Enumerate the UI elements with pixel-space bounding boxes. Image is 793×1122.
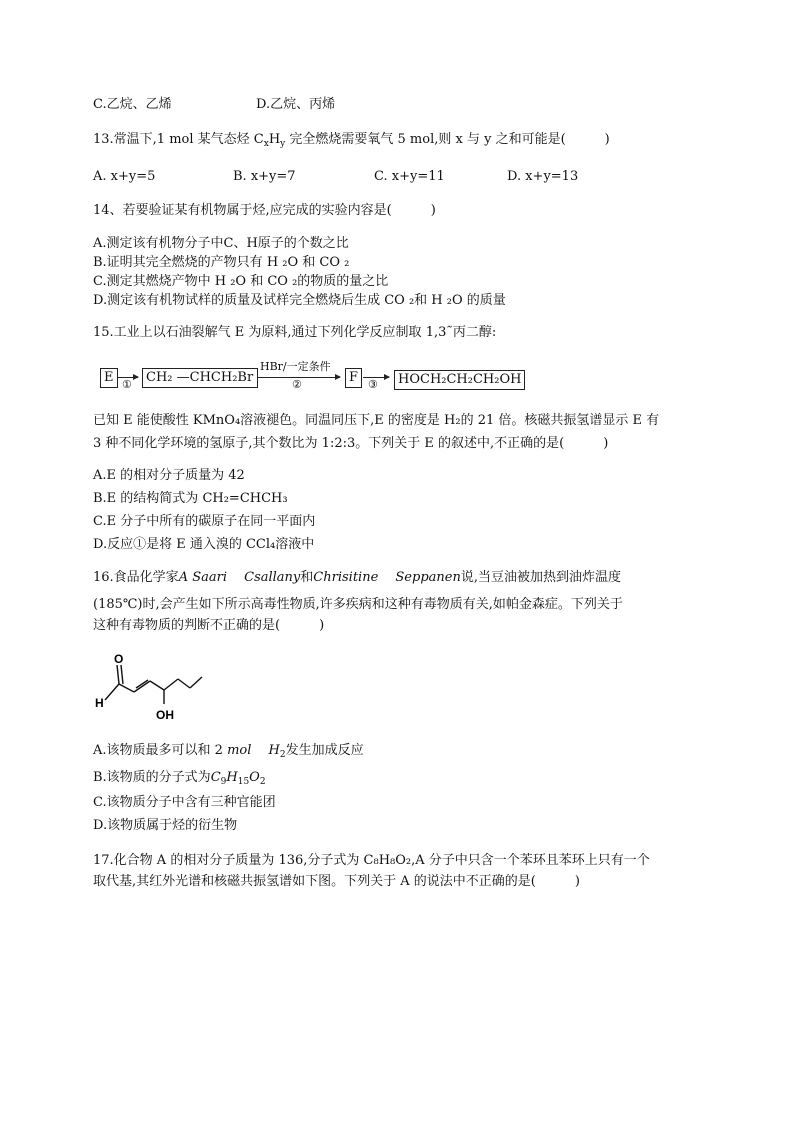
step-3-label: ③ bbox=[368, 378, 378, 391]
q15-info-1: 已知 E 能使酸性 KMnO₄溶液褪色。同温同压下,E 的密度是 H₂的 21 倍。核磁共振氢谱显示 E 有 bbox=[93, 413, 660, 428]
compound-f-box: F bbox=[345, 368, 362, 388]
step-1-label: ① bbox=[122, 378, 132, 391]
q13-stem: 13.常温下,1 mol 某气态烃 $C_xH_y$ 完全燃烧需要氧气 5 mol,则 x 与 y 之和可能是( ) bbox=[93, 132, 610, 149]
intermediate-box: CH₂ —CHCH₂Br bbox=[142, 368, 258, 388]
q16-stem-3: 这种有毒物质的判断不正确的是( ) bbox=[93, 618, 325, 633]
q15-stem: 15.工业上以石油裂解气 E 为原料,通过下列化学反应制取 1,3˜丙二醇: bbox=[93, 325, 497, 340]
q13-option-d: D. x+y=13 bbox=[507, 169, 579, 184]
step-2-label: ② bbox=[292, 378, 302, 391]
q16-option-c: C.该物质分子中含有三种官能团 bbox=[93, 795, 276, 810]
reaction-scheme bbox=[100, 360, 540, 390]
q13-option-a: A. x+y=5 bbox=[93, 169, 156, 184]
molecule-structure bbox=[92, 648, 222, 728]
q12-option-c: C.乙烷、乙烯 bbox=[93, 97, 172, 112]
oxygen-label: O bbox=[114, 652, 124, 666]
hydrogen-label: H bbox=[95, 696, 104, 710]
q14-option-b: B.证明其完全燃烧的产物只有 H ₂O 和 CO ₂ bbox=[93, 255, 350, 270]
q15-option-d: D.反应①是将 E 通入溴的 CCl₄溶液中 bbox=[93, 537, 315, 552]
product-box: HOCH₂CH₂CH₂OH bbox=[394, 370, 525, 390]
q13-option-c: C. x+y=11 bbox=[374, 169, 445, 184]
q15-option-b: B.E 的结构简式为 CH₂=CHCH₃ bbox=[93, 491, 288, 506]
q12-option-d: D.乙烷、丙烯 bbox=[256, 97, 336, 112]
q16-option-b: B.该物质的分子式为$C_9H_{15}O_2$ bbox=[93, 770, 266, 787]
q15-option-a: A.E 的相对分子质量为 42 bbox=[93, 468, 245, 483]
q13-option-b: B. x+y=7 bbox=[233, 169, 296, 184]
q14-option-d: D.测定该有机物试样的质量及试样完全燃烧后生成 CO ₂和 H ₂O 的质量 bbox=[93, 293, 506, 308]
hydroxyl-label: OH bbox=[156, 708, 174, 722]
q15-info-2: 3 种不同化学环境的氢原子,其个数比为 1:2:3。下列关于 E 的叙述中,不正确的是( ) bbox=[93, 436, 609, 451]
q14-option-a: A.测定该有机物分子中C、H原子的个数之比 bbox=[93, 236, 349, 251]
q16-stem-1: 16.食品化学家A Saari Csallany和Chrisitine Seppanen说,当豆油被加热到油炸温度 bbox=[93, 570, 621, 585]
q17-stem-2: 取代基,其红外光谱和核磁共振氢谱如下图。下列关于 A 的说法中不正确的是( ) bbox=[93, 874, 580, 889]
q17-stem-1: 17.化合物 A 的相对分子质量为 136,分子式为 C₈H₈O₂,A 分子中只含一个苯环且苯环上只有一个 bbox=[93, 853, 650, 868]
compound-e-box: E bbox=[100, 368, 118, 388]
q14-stem: 14、若要验证某有机物属于烃,应完成的实验内容是( ) bbox=[93, 203, 436, 218]
reagent-label: HBr/一定条件 bbox=[260, 360, 331, 373]
q16-option-a: A.该物质最多可以和 2 mol $H_2$发生加成反应 bbox=[93, 743, 364, 760]
q12-options bbox=[93, 96, 693, 114]
q13-options bbox=[93, 168, 693, 186]
q16-option-d: D.该物质属于烃的衍生物 bbox=[93, 818, 238, 833]
q14-option-c: C.测定其燃烧产物中 H ₂O 和 CO ₂的物质的量之比 bbox=[93, 274, 389, 289]
q15-option-c: C.E 分子中所有的碳原子在同一平面内 bbox=[93, 514, 316, 529]
q16-stem-2: (185℃)时,会产生如下所示高毒性物质,许多疾病和这种有毒物质有关,如帕金森症。下列关于 bbox=[93, 597, 623, 612]
